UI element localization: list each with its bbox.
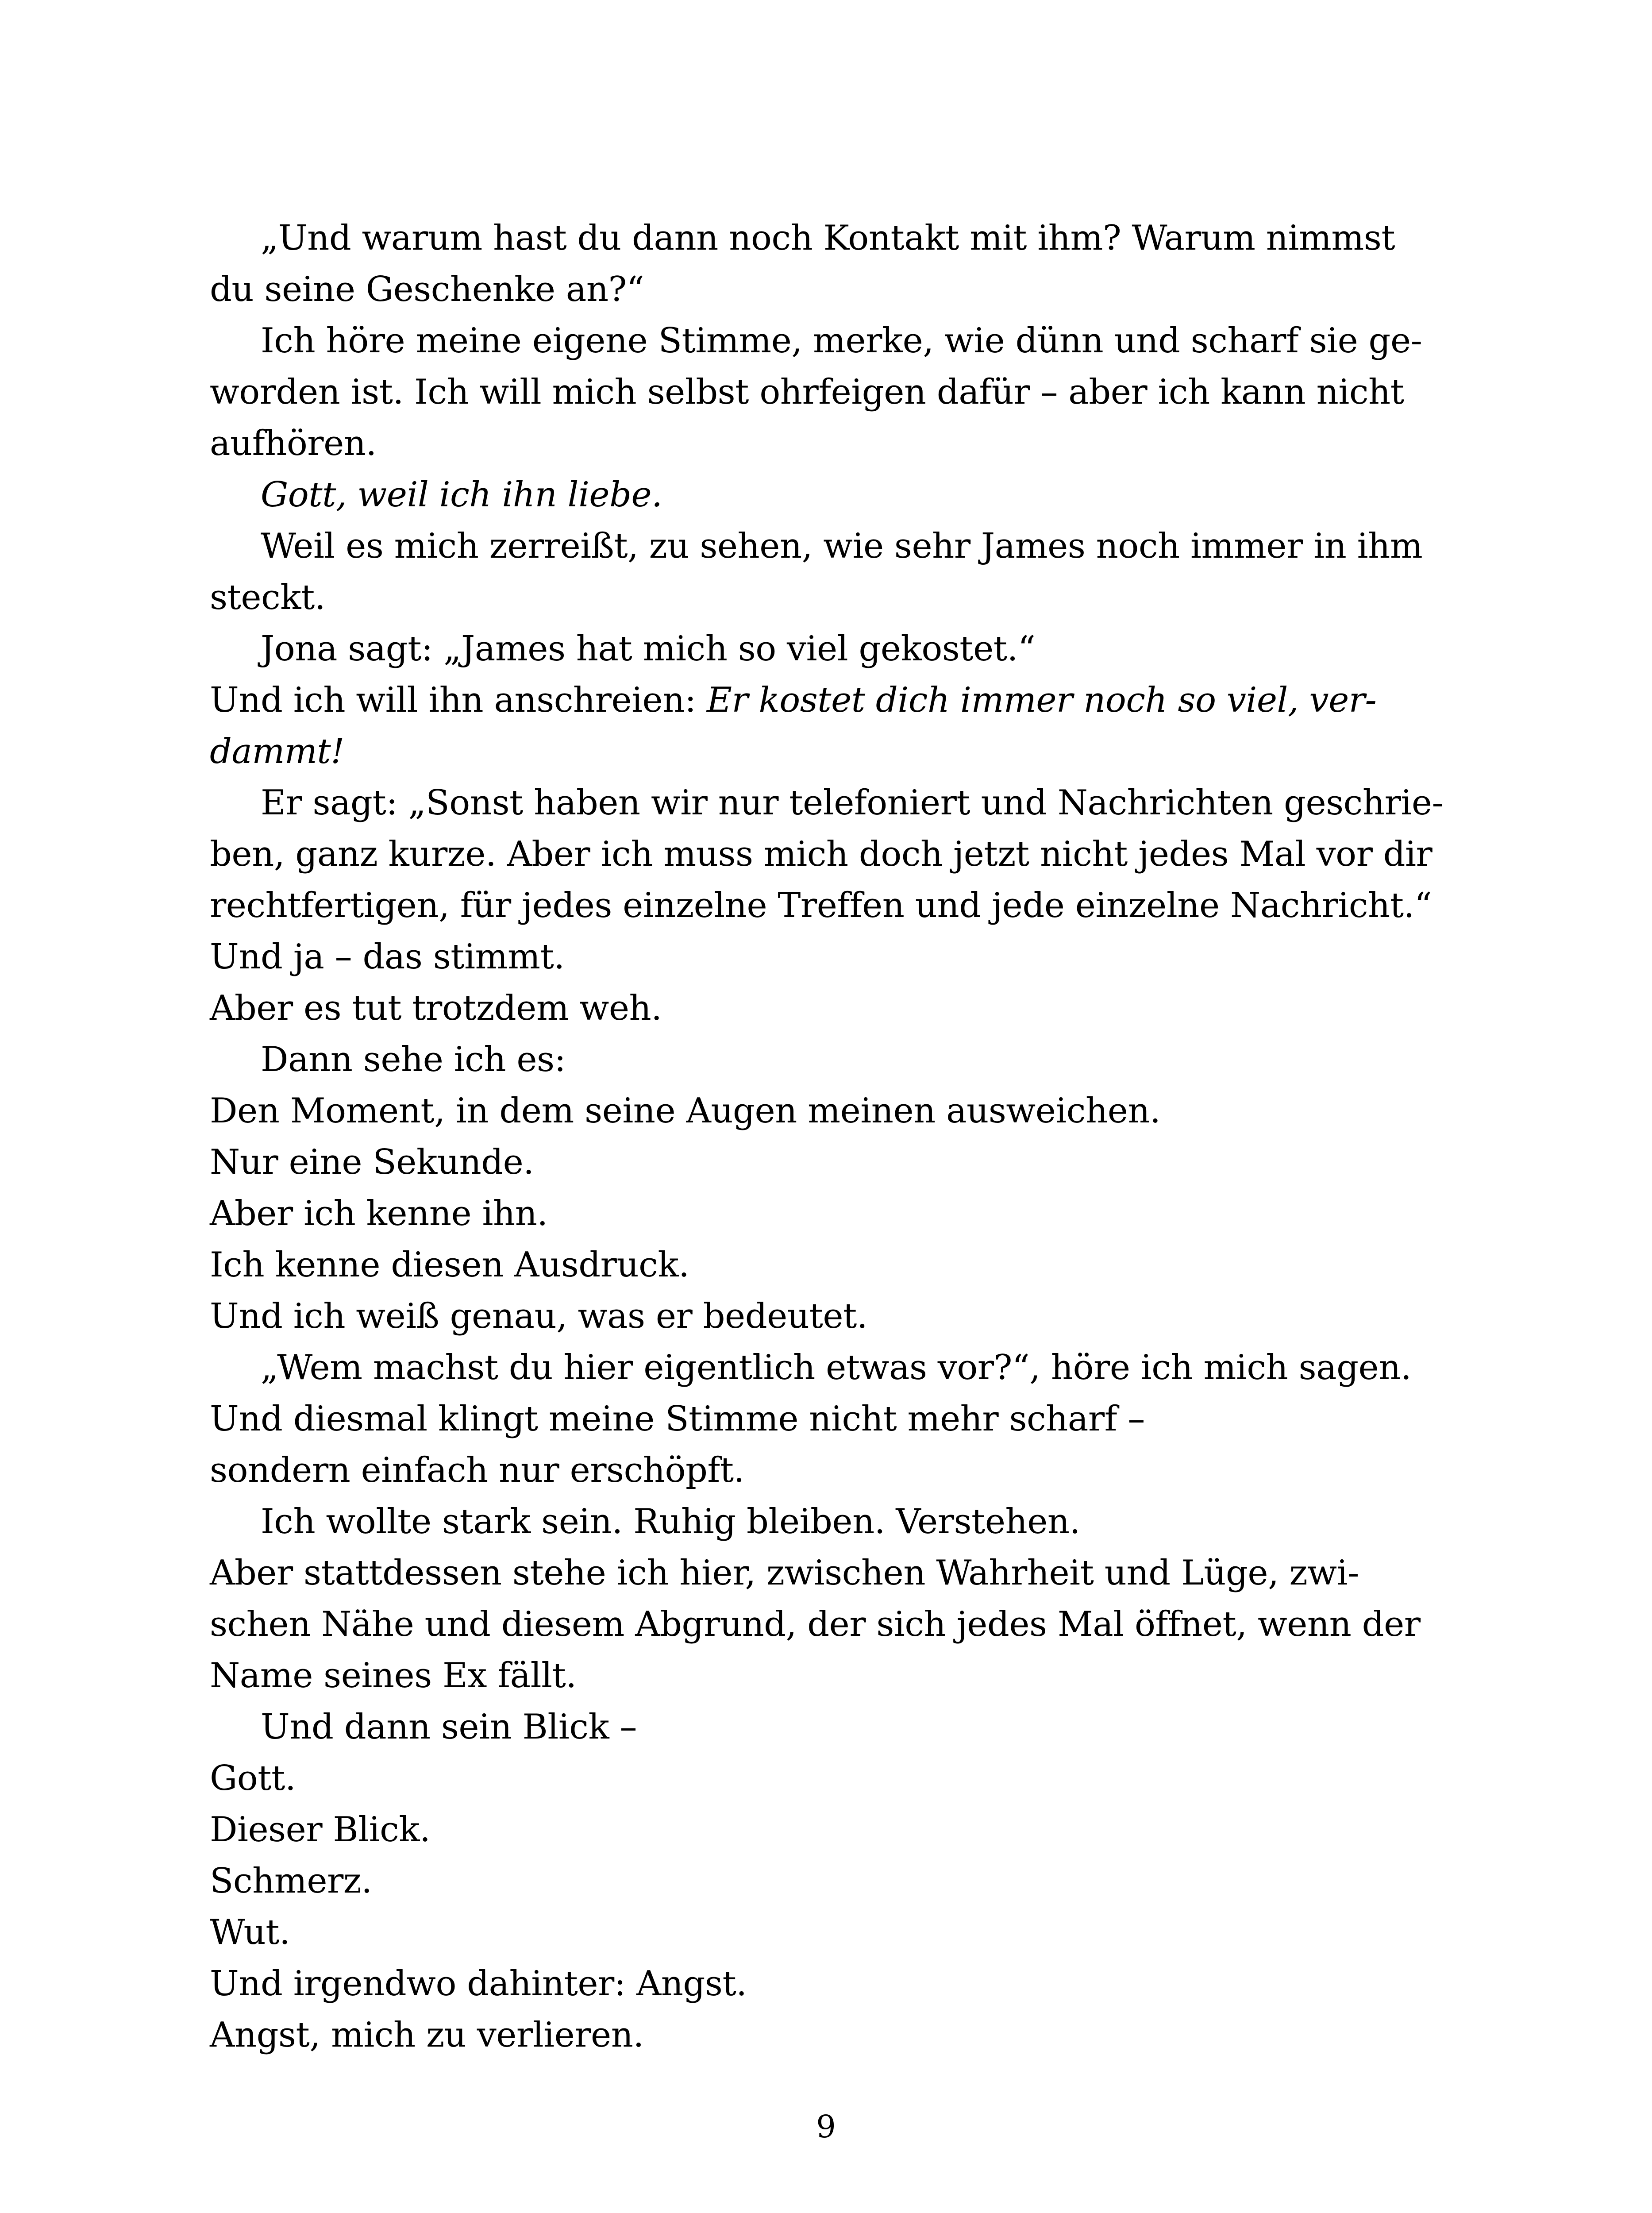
line-text: Aber es tut trotzdem weh.	[210, 988, 662, 1028]
line-text: worden ist. Ich will mich selbst ohrfeigen dafür – aber ich kann nicht	[210, 372, 1404, 412]
line-text: Und irgendwo dahinter: Angst.	[210, 1964, 747, 2004]
text-line	[210, 1753, 1431, 1804]
text-line	[210, 1804, 1431, 1855]
text-line	[210, 1085, 1431, 1137]
line-text: Jona sagt: „James hat mich so viel gekostet.“	[261, 629, 1036, 669]
line-text: Aber ich kenne ihn.	[210, 1194, 548, 1234]
line-text: „Wem machst du hier eigentlich etwas vor?“, höre ich mich sagen.	[261, 1348, 1412, 1388]
text-line	[210, 1547, 1431, 1599]
line-text: sondern einfach nur erschöpft.	[210, 1450, 744, 1490]
line-text: steckt.	[210, 578, 326, 617]
line-text: Ich kenne diesen Ausdruck.	[210, 1245, 689, 1285]
line-text: Wut.	[210, 1912, 290, 1952]
line-text: ben, ganz kurze. Aber ich muss mich doch jetzt nicht jedes Mal vor dir	[210, 834, 1433, 874]
text-line	[210, 675, 1431, 726]
line-text: Den Moment, in dem seine Augen meinen ausweichen.	[210, 1091, 1161, 1131]
line-text: aufhören.	[210, 424, 377, 463]
line-text: Ich wollte stark sein. Ruhig bleiben. Verstehen.	[261, 1502, 1080, 1542]
body-text	[210, 212, 1444, 2061]
text-line	[210, 1855, 1431, 1907]
text-line	[210, 1599, 1431, 1650]
text-line	[210, 777, 1444, 829]
text-line	[210, 418, 1431, 469]
text-line	[210, 2009, 1431, 2061]
line-text: Aber stattdessen stehe ich hier, zwischen Wahrheit und Lüge, zwi-	[210, 1553, 1359, 1593]
text-line	[210, 1650, 1431, 1701]
text-line	[210, 1907, 1431, 1958]
line-text: Gott.	[210, 1758, 296, 1798]
italic-text: Er kostet dich immer noch so viel, ver-	[707, 680, 1377, 720]
text-line	[210, 1291, 1431, 1342]
line-text: Name seines Ex fällt.	[210, 1656, 577, 1696]
line-text: du seine Geschenke an?“	[210, 270, 644, 309]
text-line	[210, 829, 1431, 880]
text-line	[210, 1034, 1431, 1085]
line-text: Nur eine Sekunde.	[210, 1142, 534, 1182]
line-text: Dann sehe ich es:	[261, 1040, 566, 1080]
text-line	[210, 1496, 1431, 1547]
page-number: 9	[816, 2109, 836, 2145]
line-text: Und ja – das stimmt.	[210, 937, 565, 977]
text-line	[210, 880, 1431, 931]
line-text: Schmerz.	[210, 1861, 372, 1901]
text-line	[210, 520, 1431, 572]
text-line	[210, 572, 1431, 623]
text-line	[210, 1958, 1431, 2009]
text-line	[210, 1701, 1431, 1753]
line-text: Und dann sein Blick –	[261, 1707, 637, 1747]
line-text: Dieser Blick.	[210, 1810, 431, 1850]
line-text: Und ich weiß genau, was er bedeutet.	[210, 1296, 868, 1336]
text-line	[210, 726, 1431, 777]
text-line	[210, 1239, 1431, 1291]
line-text: Er sagt: „Sonst haben wir nur telefoniert und Nachrichten geschrie-	[261, 783, 1444, 823]
line-text: „Und warum hast du dann noch Kontakt mit ihm? Warum nimmst	[261, 218, 1395, 258]
text-line	[210, 469, 1431, 520]
text-line	[210, 1342, 1431, 1393]
text-line	[210, 931, 1431, 983]
text-line	[210, 1188, 1431, 1239]
text-line	[210, 623, 1431, 675]
text-line	[210, 1393, 1431, 1445]
text-line	[210, 1445, 1431, 1496]
text-line	[210, 1137, 1431, 1188]
text-line	[210, 264, 1431, 315]
italic-text: Gott, weil ich ihn liebe.	[261, 475, 662, 515]
line-text: Und ich will ihn anschreien:	[210, 680, 707, 720]
text-line	[210, 983, 1431, 1034]
line-text: Angst, mich zu verlieren.	[210, 2015, 644, 2055]
line-text: Weil es mich zerreißt, zu sehen, wie sehr James noch immer in ihm	[261, 526, 1423, 566]
line-text: Ich höre meine eigene Stimme, merke, wie dünn und scharf sie ge-	[261, 321, 1422, 361]
text-line	[210, 212, 1431, 264]
italic-text: dammt!	[210, 732, 345, 771]
text-line	[210, 366, 1431, 418]
line-text: Und diesmal klingt meine Stimme nicht mehr scharf –	[210, 1399, 1145, 1439]
line-text: rechtfertigen, für jedes einzelne Treffen und jede einzelne Nachricht.“	[210, 886, 1432, 925]
line-text: schen Nähe und diesem Abgrund, der sich jedes Mal öffnet, wenn der	[210, 1604, 1421, 1644]
text-line	[210, 315, 1431, 366]
